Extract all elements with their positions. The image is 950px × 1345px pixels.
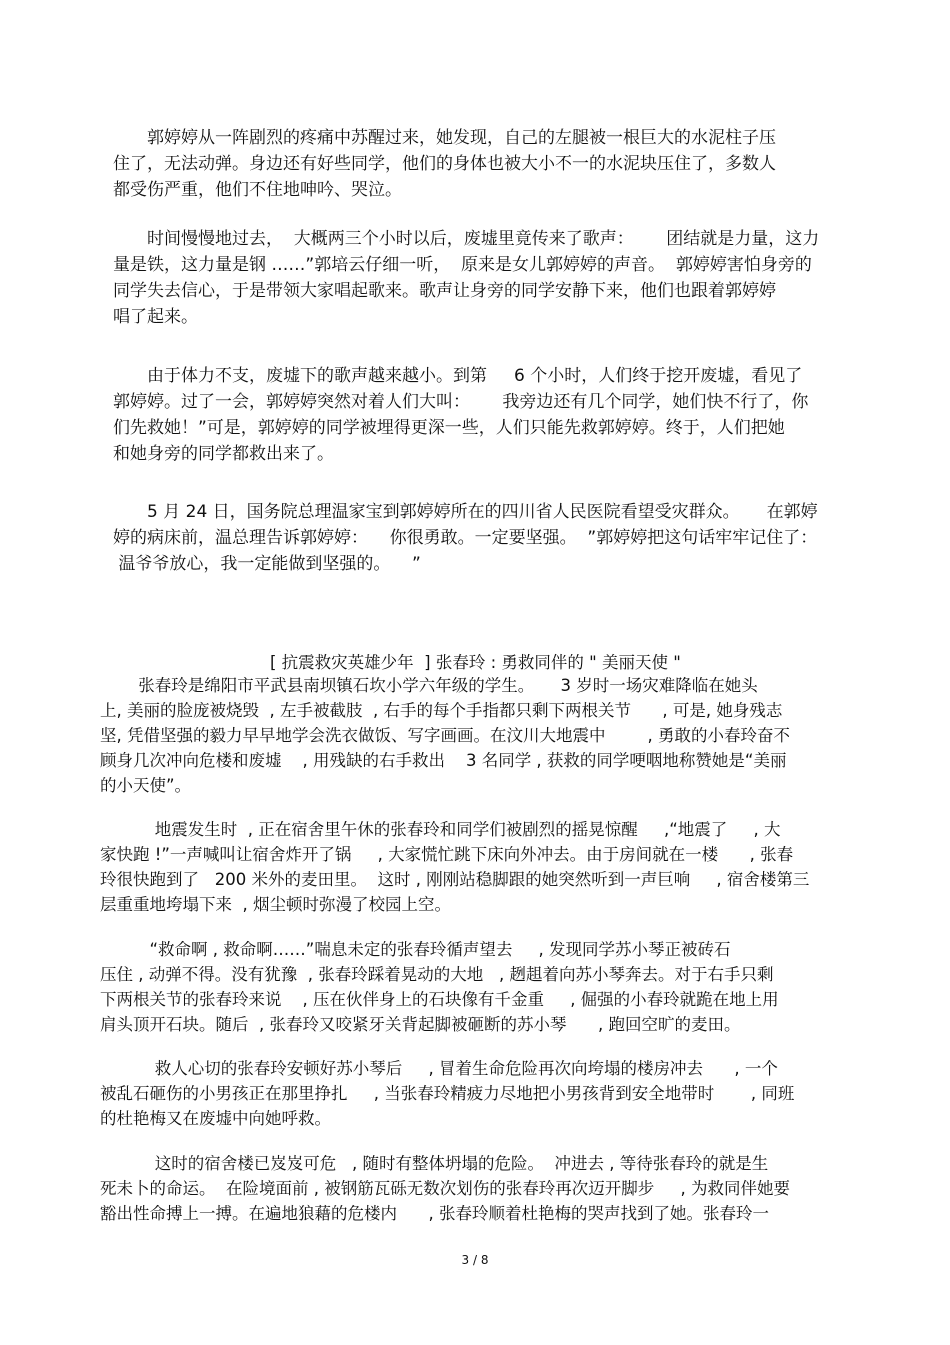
text-line: 地震发生时 , 正在宿舍里午休的张春玲和同学们被剧烈的摇晃惊醒 ,“地震了 , 大 [100, 820, 781, 839]
text-line: 玲很快跑到了 200 米外的麦田里。 这时 , 刚刚站稳脚跟的她突然听到一声巨响 , 宿舍楼第三 [100, 870, 810, 889]
text-line: 坚, 凭借坚强的毅力早早地学会洗衣做饭、写字画画。在汶川大地震中 , 勇敢的小春玲奋不 [100, 726, 790, 745]
text-line: 上, 美丽的脸庞被烧毁 , 左手被截肢 , 右手的每个手指都只剩下两根关节 , 可是, 她身残志 [100, 701, 783, 720]
text-line: 温爷爷放心，我一定能做到坚强的。 ” [113, 554, 421, 574]
text-line: 死未卜的命运。 在险境面前 , 被钢筋瓦砾无数次划伤的张春玲再次迈开脚步 , 为救同伴她要 [100, 1179, 790, 1198]
text-line: 5 月 24 日，国务院总理温家宝到郭婷婷所在的四川省人民医院看望受灾群众。 在郭婷 [113, 502, 818, 522]
text-line: 家快跑 !”一声喊叫让宿舍炸开了锅 , 大家慌忙跳下床向外冲去。由于房间就在一楼 , 张春 [100, 845, 794, 864]
text-line: 时间慢慢地过去， 大概两三个小时以后，废墟里竟传来了歌声： 团结就是力量，这力 [113, 229, 820, 249]
text-line: 下两根关节的张春玲来说 , 压在伙伴身上的石块像有千金重 , 倔强的小春玲就跪在地上用 [100, 990, 779, 1009]
text-line: 肩头顶开石块。随后 , 张春玲又咬紧牙关背起脚被砸断的苏小琴 , 跑回空旷的麦田。 [100, 1015, 741, 1034]
text-line: 的杜艳梅又在废墟中向她呼救。 [100, 1109, 331, 1128]
text-line: 救人心切的张春玲安顿好苏小琴后 , 冒着生命危险再次向垮塌的楼房冲去 , 一个 [100, 1059, 778, 1078]
text-line: 量是铁，这力量是钢 ……”郭培云仔细一听， 原来是女儿郭婷婷的声音。 郭婷婷害怕身旁的 [113, 255, 812, 275]
text-line: 都受伤严重，他们不住地呻吟、哭泣。 [113, 180, 402, 200]
text-line: 由于体力不支，废墟下的歌声越来越小。到第 6 个小时，人们终于挖开废墟，看见了 [113, 366, 803, 386]
section-title: [ 抗震救灾英雄少年 ] 张春玲 : 勇救同伴的 " 美丽天使 " [270, 653, 681, 672]
text-line: 被乱石砸伤的小男孩正在那里挣扎 , 当张春玲精疲力尽地把小男孩背到安全地带时 , 同班 [100, 1084, 795, 1103]
text-line: 婷的病床前，温总理告诉郭婷婷： 你很勇敢。一定要坚强。 ”郭婷婷把这句话牢牢记住了： [113, 528, 818, 548]
text-line: 这时的宿舍楼已岌岌可危 , 随时有整体坍塌的危险。 冲进去 , 等待张春玲的就是生 [100, 1154, 769, 1173]
text-line: 唱了起来。 [113, 307, 198, 327]
text-line: 顾身几次冲向危楼和废墟 , 用残缺的右手救出 3 名同学 , 获救的同学哽咽地称赞她是“美丽 [100, 751, 787, 770]
text-line: 同学失去信心，于是带领大家唱起歌来。歌声让身旁的同学安静下来，他们也跟着郭婷婷 [113, 281, 776, 301]
text-line: 和她身旁的同学都救出来了。 [113, 444, 334, 464]
page-number: 3 / 8 [461, 1253, 489, 1267]
text-line: 的小天使”。 [100, 776, 192, 795]
text-line: 张春玲是绵阳市平武县南坝镇石坎小学六年级的学生。 3 岁时一场灾难降临在她头 [100, 676, 758, 695]
text-line: 郭婷婷从一阵剧烈的疼痛中苏醒过来，她发现，自己的左腿被一根巨大的水泥柱子压 [113, 128, 776, 148]
text-line: 压住 , 动弹不得。没有犹豫 , 张春玲踩着晃动的大地 , 趔趄着向苏小琴奔去。对于右手只剩 [100, 965, 774, 984]
text-line: 住了，无法动弹。身边还有好些同学，他们的身体也被大小不一的水泥块压住了，多数人 [113, 154, 776, 174]
text-line: “救命啊 , 救命啊……”喘息未定的张春玲循声望去 , 发现同学苏小琴正被砖石 [100, 940, 731, 959]
text-line: 郭婷婷。过了一会，郭婷婷突然对着人们大叫： 我旁边还有几个同学，她们快不行了，你 [113, 392, 809, 412]
text-line: 层重重地垮塌下来 , 烟尘顿时弥漫了校园上空。 [100, 895, 451, 914]
text-line: 豁出性命搏上一搏。在遍地狼藉的危楼内 , 张春玲顺着杜艳梅的哭声找到了她。张春玲一 [100, 1204, 769, 1223]
text-line: 们先救她！”可是，郭婷婷的同学被埋得更深一些，人们只能先救郭婷婷。终于，人们把她 [113, 418, 785, 438]
